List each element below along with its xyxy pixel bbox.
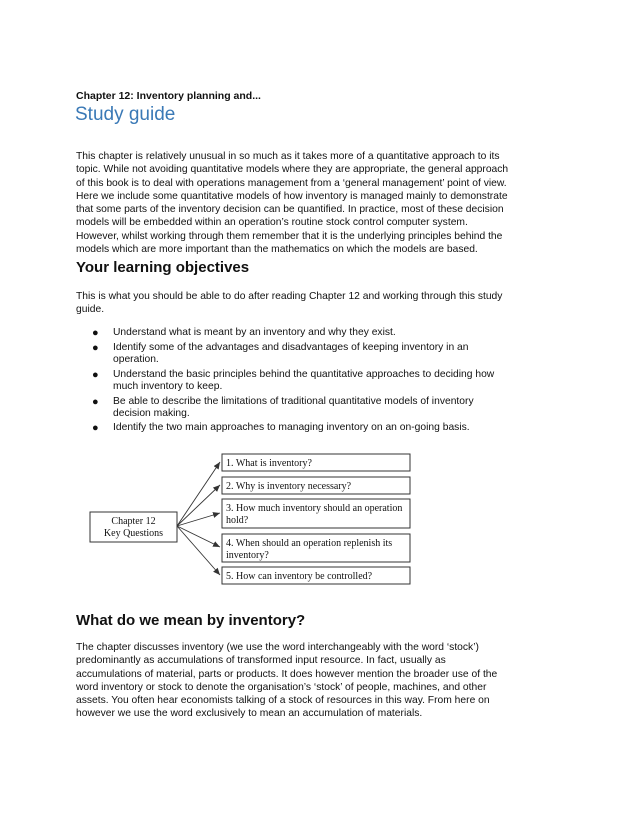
- question-text: 2. Why is inventory necessary?: [226, 481, 352, 492]
- bullet-icon: ●: [92, 327, 99, 339]
- list-item: [76, 369, 536, 393]
- text-line: However, whilst working through them remember that it is the underlying principles behind the: [76, 230, 503, 242]
- list-item: [76, 327, 536, 339]
- bullet-icon: ●: [92, 395, 99, 408]
- text-line: The chapter discusses inventory (we use the word interchangeably with the word ‘stock’): [76, 642, 479, 653]
- center-label-line: Chapter 12: [111, 516, 156, 527]
- text-line: however we use the word exclusively to mean an accumulation of materials.: [76, 708, 423, 720]
- text-line: This is what you should be able to do after reading Chapter 12 and working through this study: [76, 291, 503, 302]
- objectives-list: [76, 327, 536, 437]
- center-label-line: Key Questions: [103, 528, 164, 539]
- bullet-icon: ●: [92, 341, 99, 354]
- list-item: [76, 342, 536, 366]
- definition-paragraph: [76, 641, 538, 721]
- text-line: assets. You often hear economists talking of a stock of resources in this way. From here on: [76, 695, 490, 707]
- definition-heading: What do we mean by inventory?: [76, 612, 306, 629]
- objectives-heading: Your learning objectives: [76, 259, 250, 276]
- list-item: [76, 396, 536, 420]
- list-item: [76, 422, 536, 434]
- text-line: much inventory to keep.: [113, 380, 223, 392]
- text-line: Be able to describe the limitations of traditional quantitative models of inventory: [113, 395, 474, 407]
- text-line: Here we include some quantitative models of how inventory is managed mainly to demonstrate: [76, 190, 508, 202]
- text-line: Understand the basic principles behind the quantitative approaches to deciding how: [113, 368, 495, 380]
- key-questions-diagram: [88, 448, 418, 593]
- question-text: 1. What is inventory?: [226, 458, 312, 469]
- arrow-1: [177, 462, 220, 526]
- chapter-label: Chapter 12: Inventory planning and...: [76, 90, 261, 102]
- question-text: hold?: [226, 515, 249, 526]
- text-line: This chapter is relatively unusual in so much as it takes more of a quantitative approach to its: [76, 151, 500, 162]
- arrow-4: [177, 526, 220, 547]
- text-line: models which are more important than the mathematics on which the models are based.: [76, 244, 478, 256]
- text-line: of this book is to deal with operations management from a ‘general management’ point of view.: [76, 177, 507, 189]
- text-line: predominantly as accumulations of transformed input resource. In fact, usually as: [76, 655, 446, 667]
- question-text: 3. How much inventory should an operation: [226, 503, 403, 514]
- question-text: inventory?: [226, 550, 269, 561]
- question-text: 4. When should an operation replenish its: [226, 538, 393, 549]
- text-line: guide.: [76, 304, 105, 316]
- question-text: 5. How can inventory be controlled?: [226, 571, 373, 582]
- bullet-icon: ●: [92, 422, 99, 435]
- text-line: operation.: [113, 353, 159, 365]
- text-line: Identify some of the advantages and disadvantages of keeping inventory in an: [113, 341, 469, 353]
- objectives-intro: [76, 290, 538, 317]
- text-line: word inventory or stock to denote the organisation’s ‘stock’ of people, machines, and other: [76, 681, 487, 693]
- text-line: decision making.: [113, 407, 190, 419]
- text-line: models will be embedded within an operation’s routine stock control computer system.: [76, 217, 468, 229]
- intro-paragraph: [76, 150, 538, 256]
- bullet-icon: ●: [92, 368, 99, 381]
- text-line: that some parts of the inventory decision can be quantified. In practice, most of these decision: [76, 204, 504, 216]
- text-line: topic. While not avoiding quantitative models where they are appropriate, the general approach: [76, 164, 509, 176]
- text-line: Understand what is meant by an inventory and why they exist.: [113, 327, 396, 338]
- arrow-5: [177, 526, 220, 575]
- page-title: Study guide: [75, 104, 176, 125]
- text-line: Identify the two main approaches to managing inventory on an on-going basis.: [113, 422, 470, 434]
- text-line: accumulations of material, parts or products. It does however mention the broader use of the: [76, 668, 498, 680]
